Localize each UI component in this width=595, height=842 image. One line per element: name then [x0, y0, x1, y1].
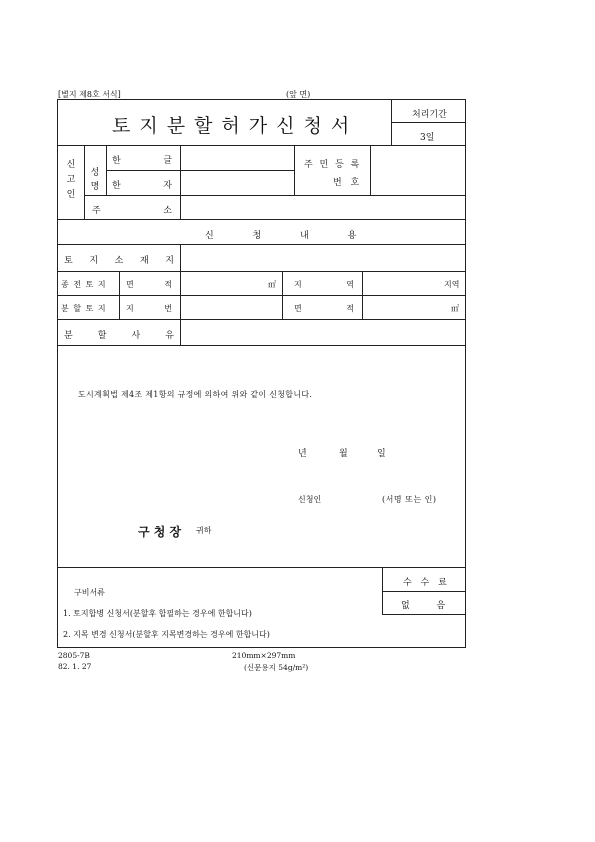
zone-field[interactable] [363, 272, 443, 294]
applicant-group-label: 신 고 인 [66, 160, 76, 200]
split-reason-field[interactable] [181, 320, 465, 344]
date-month: 월 [339, 449, 348, 459]
prior-land-label: 종 전 토 지 [61, 280, 107, 289]
split-area-label: 면 적 [294, 304, 356, 313]
form-title: 토지분할허가신청서 [112, 115, 359, 137]
land-location-field[interactable] [181, 245, 465, 270]
lot-number-label: 지 번 [126, 304, 174, 313]
addressee-name: 구 청 장 [138, 525, 182, 539]
request-content-header: 신 청 내 용 [205, 231, 375, 241]
date-day: 일 [377, 449, 386, 459]
lot-number-field[interactable] [181, 296, 281, 318]
zone-label: 지 역 [294, 280, 356, 289]
split-area-field[interactable] [363, 296, 448, 318]
page-side-label: (앞 면) [286, 90, 311, 99]
form-code: 2805-7B [58, 651, 90, 660]
split-reason-label: 분 할 사 유 [64, 331, 176, 341]
form-issue-date: 82. 1. 27 [58, 662, 92, 671]
hanja-name-field[interactable] [181, 171, 293, 194]
prior-area-label: 면 적 [126, 280, 174, 289]
zone-unit: 지역 [444, 280, 460, 289]
fee-label: 수 수 료 [403, 578, 450, 588]
signature-note: (서명 또는 인) [382, 495, 437, 504]
date-year: 년 [298, 449, 307, 459]
paper-size: 210mm×297mm [232, 651, 296, 660]
prior-area-unit: ㎡ [268, 280, 276, 289]
rrn-field[interactable] [371, 146, 465, 194]
required-documents-title: 구비서류 [74, 588, 105, 597]
rrn-label-line2: 번 호 [333, 178, 363, 188]
required-document-item-1: 1. 토지합병 신청서(분할후 합필하는 경우에 한합니다) [63, 609, 252, 618]
processing-period-label: 처리기간 [412, 110, 447, 120]
processing-period-value: 3일 [420, 133, 435, 143]
prior-area-field[interactable] [181, 272, 281, 294]
name-label: 성 명 [90, 168, 100, 192]
address-field[interactable] [181, 196, 465, 218]
addressee-suffix: 귀하 [196, 526, 212, 535]
hangul-name-field[interactable] [181, 146, 293, 169]
paper-spec: (신문용지 54g/m²) [244, 663, 309, 672]
statement-text: 도시계획법 제4조 제1항의 규정에 의하여 위와 같이 신청합니다. [78, 390, 313, 399]
hangul-name-label: 한 글 [112, 156, 174, 166]
form-number: [별지 제8호 서식] [58, 90, 121, 99]
required-document-item-2: 2. 지목 변경 신청서(분할후 지목변경하는 경우에 한합니다) [63, 630, 270, 639]
address-label: 주 소 [92, 206, 174, 216]
split-land-label: 분 할 토 지 [61, 304, 107, 313]
rrn-label-line1: 주 민 등 록 [304, 160, 362, 170]
hanja-name-label: 한 자 [112, 181, 174, 191]
land-location-label: 토 지 소 재 지 [64, 256, 176, 266]
fee-value: 없 음 [401, 601, 458, 611]
split-area-unit: ㎡ [451, 304, 459, 313]
applicant-signature-label: 신청인 [298, 495, 322, 504]
